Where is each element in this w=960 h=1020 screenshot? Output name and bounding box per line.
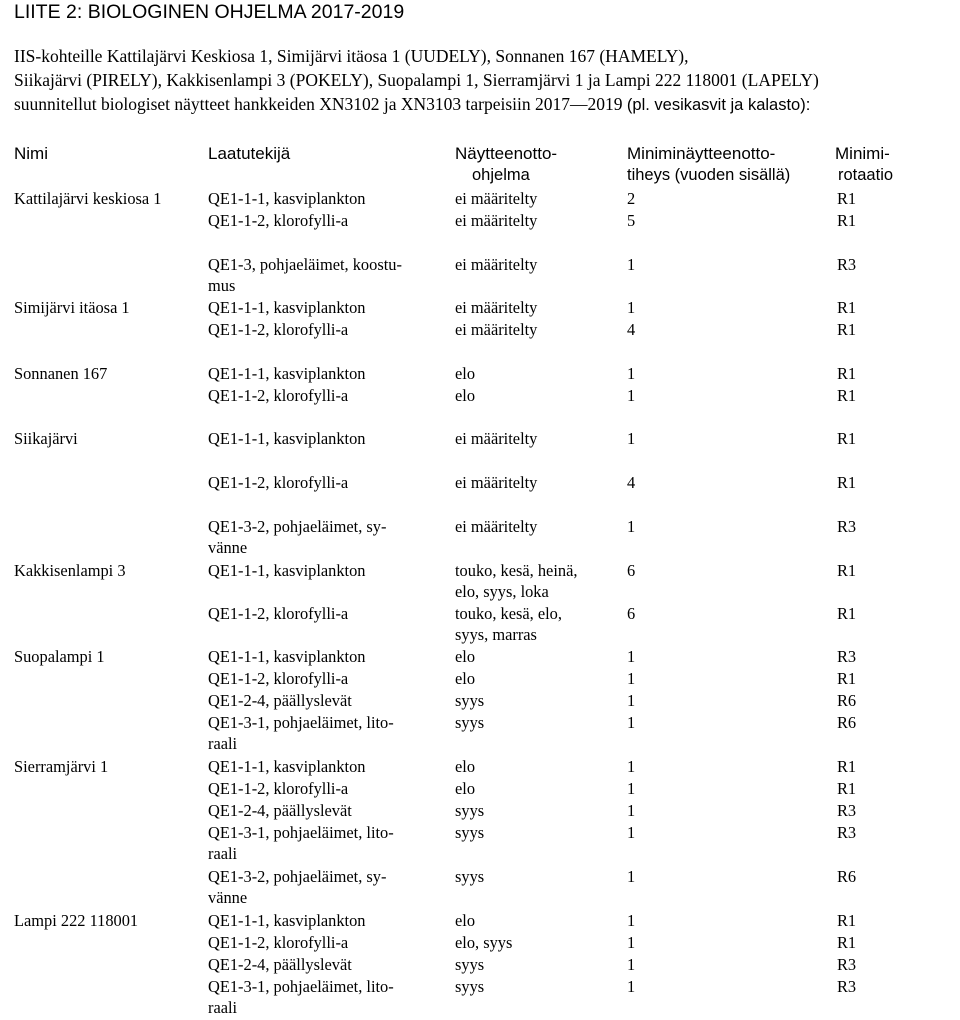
quality-element-line: QE1-3-2, pohjaeläimet, sy- (208, 517, 387, 536)
sampling-program-line: ei määritelty (455, 429, 538, 448)
quality-element (208, 472, 348, 493)
sampling-program-line: ei määritelty (455, 211, 538, 230)
quality-element-line: QE1-1-1, kasviplankton (208, 364, 366, 383)
sampling-frequency: 1 (627, 801, 636, 820)
quality-element-line: QE1-3-1, pohjaeläimet, lito- (208, 977, 394, 996)
quality-element-line: QE1-1-1, kasviplankton (208, 757, 366, 776)
sampling-frequency: 4 (627, 320, 636, 339)
sampling-program (455, 910, 475, 931)
quality-element-line: QE1-2-4, päällyslevät (208, 955, 352, 974)
sampling-program (455, 668, 475, 689)
quality-element-line: QE1-1-1, kasviplankton (208, 647, 366, 666)
lake-name: Sonnanen 167 (14, 364, 108, 383)
lake-name: Lampi 222 118001 (14, 911, 139, 930)
quality-element (208, 210, 348, 231)
quality-element-line: QE1-1-2, klorofylli-a (208, 211, 349, 230)
sampling-program-line: elo (455, 779, 476, 798)
sampling-frequency: 6 (627, 561, 636, 580)
sampling-program (455, 516, 537, 537)
sampling-program-line: elo (455, 647, 476, 666)
sampling-program-line: syys (455, 801, 485, 820)
rotation: R6 (837, 691, 857, 710)
intro-line: Siikajärvi (PIRELY), Kakkisenlampi 3 (POKELY), Suopalampi 1, Sierramjärvi 1 ja Lampi 222 118001 (LAPELY) (14, 70, 819, 90)
sampling-frequency: 1 (627, 691, 636, 710)
quality-element-line: vänne (208, 538, 248, 557)
quality-element-line: QE1-1-1, kasviplankton (208, 429, 366, 448)
sampling-frequency: 1 (627, 255, 636, 274)
quality-element-line: QE1-1-1, kasviplankton (208, 298, 366, 317)
sampling-frequency: 1 (627, 298, 636, 317)
quality-element (208, 976, 394, 1018)
quality-element-line: QE1-1-1, kasviplankton (208, 189, 366, 208)
quality-element-line: QE1-1-2, klorofylli-a (208, 669, 349, 688)
rotation: R3 (837, 255, 857, 274)
lake-name: Suopalampi 1 (14, 647, 105, 666)
quality-element-line: QE1-1-2, klorofylli-a (208, 933, 349, 952)
header-program-line1: Näytteenotto- (455, 144, 558, 163)
rotation: R6 (837, 867, 857, 886)
quality-element (208, 756, 366, 777)
sampling-program (455, 976, 484, 997)
quality-element (208, 560, 366, 581)
quality-element-line: QE1-3-1, pohjaeläimet, lito- (208, 823, 394, 842)
lake-name: Siikajärvi (14, 429, 78, 448)
quality-element-line: raali (208, 998, 238, 1017)
sampling-program-line: ei määritelty (455, 473, 538, 492)
sampling-program (455, 319, 537, 340)
sampling-frequency: 1 (627, 386, 636, 405)
header-rotation-line2: rotaatio (838, 166, 894, 184)
rotation: R3 (837, 517, 857, 536)
intro-line (14, 92, 960, 116)
sampling-program (455, 712, 484, 733)
rotation: R6 (837, 713, 857, 732)
sampling-frequency: 6 (627, 604, 636, 623)
intro-paragraph (14, 44, 960, 116)
rotation: R1 (837, 298, 857, 317)
sampling-program-line: elo (455, 386, 476, 405)
sampling-frequency: 1 (627, 517, 636, 536)
rotation: R1 (837, 757, 857, 776)
sampling-frequency: 1 (627, 429, 636, 448)
rotation: R1 (837, 604, 857, 623)
lake-name: Kattilajärvi keskiosa 1 (14, 189, 162, 208)
quality-element (208, 866, 386, 908)
quality-element-line: raali (208, 844, 238, 863)
sampling-frequency: 1 (627, 713, 636, 732)
rotation: R1 (837, 429, 857, 448)
quality-element-line: QE1-2-4, päällyslevät (208, 691, 352, 710)
quality-element-line: QE1-3-1, pohjaeläimet, lito- (208, 713, 394, 732)
quality-element-line: QE1-3, pohjaeläimet, koostu- (208, 255, 402, 274)
rotation: R1 (837, 473, 857, 492)
rotation: R1 (837, 189, 857, 208)
sampling-program (455, 603, 562, 645)
sampling-program-line: syys (455, 713, 485, 732)
sampling-program (455, 210, 537, 231)
sampling-program (455, 297, 537, 318)
rotation: R1 (837, 364, 857, 383)
lake-name: Sierramjärvi 1 (14, 757, 109, 776)
sampling-program (455, 756, 475, 777)
sampling-frequency: 2 (627, 189, 636, 208)
quality-element (208, 668, 348, 689)
sampling-program-line: syys (455, 867, 485, 886)
quality-element (208, 954, 352, 975)
rotation: R1 (837, 386, 857, 405)
sampling-program-line: syys (455, 823, 485, 842)
quality-element-line: QE1-1-1, kasviplankton (208, 911, 366, 930)
rotation: R3 (837, 823, 857, 842)
quality-element (208, 646, 366, 667)
sampling-frequency: 4 (627, 473, 636, 492)
quality-element (208, 297, 366, 318)
quality-element-line: QE1-1-2, klorofylli-a (208, 320, 349, 339)
sampling-program (455, 800, 484, 821)
sampling-program (455, 254, 537, 275)
sampling-program-line: elo (455, 757, 476, 776)
quality-element (208, 319, 348, 340)
sampling-program (455, 472, 537, 493)
lake-name: Kakkisenlampi 3 (14, 561, 126, 580)
sampling-program-line: syys (455, 977, 485, 996)
rotation: R3 (837, 977, 857, 996)
sampling-program-line: elo (455, 669, 476, 688)
quality-element (208, 603, 348, 624)
sampling-program-line: ei määritelty (455, 189, 538, 208)
header-name: Nimi (14, 144, 48, 163)
quality-element (208, 690, 352, 711)
rotation: R3 (837, 801, 857, 820)
sampling-frequency: 1 (627, 647, 636, 666)
quality-element-line: vänne (208, 888, 248, 907)
sampling-frequency: 1 (627, 823, 636, 842)
rotation: R1 (837, 933, 857, 952)
lake-name: Simijärvi itäosa 1 (14, 298, 130, 317)
sampling-program-line: syys (455, 955, 485, 974)
rotation: R1 (837, 211, 857, 230)
quality-element (208, 822, 394, 864)
sampling-frequency: 5 (627, 211, 636, 230)
sampling-frequency: 1 (627, 757, 636, 776)
sampling-program (455, 560, 577, 602)
sampling-program (455, 954, 484, 975)
header-program-line2: ohjelma (472, 166, 530, 184)
quality-element (208, 188, 366, 209)
sampling-frequency: 1 (627, 364, 636, 383)
sampling-program-line: elo (455, 911, 476, 930)
intro-line: IIS-kohteille Kattilajärvi Keskiosa 1, Simijärvi itäosa 1 (UUDELY), Sonnanen 167 (HAMELY), (14, 46, 689, 66)
sampling-frequency: 1 (627, 779, 636, 798)
sampling-program-line: syys (455, 691, 485, 710)
quality-element-line: QE1-3-2, pohjaeläimet, sy- (208, 867, 387, 886)
quality-element-line: mus (208, 276, 236, 295)
quality-element-line: QE1-1-2, klorofylli-a (208, 386, 349, 405)
intro-line-part: suunnitellut biologiset näytteet hankkeiden XN3102 ja XN3103 tarpeisiin 2017—2019 (14, 94, 623, 114)
quality-element (208, 363, 366, 384)
quality-element (208, 254, 402, 296)
quality-element-line: QE1-1-2, klorofylli-a (208, 604, 349, 623)
sampling-frequency: 1 (627, 977, 636, 996)
sampling-program (455, 385, 475, 406)
sampling-program (455, 646, 475, 667)
sampling-program-line: ei määritelty (455, 298, 538, 317)
sampling-program-line: elo, syys (455, 933, 513, 952)
rotation: R3 (837, 647, 857, 666)
sampling-frequency: 1 (627, 669, 636, 688)
rotation: R3 (837, 955, 857, 974)
sampling-program (455, 822, 484, 843)
sampling-program-line: ei määritelty (455, 255, 538, 274)
quality-element (208, 516, 386, 558)
sampling-program (455, 778, 475, 799)
quality-element (208, 932, 348, 953)
quality-element (208, 778, 348, 799)
quality-element (208, 385, 348, 406)
sampling-frequency: 1 (627, 911, 636, 930)
quality-element (208, 428, 366, 449)
sampling-program-line: ei määritelty (455, 320, 538, 339)
rotation: R1 (837, 911, 857, 930)
quality-element-line: raali (208, 734, 238, 753)
rotation: R1 (837, 561, 857, 580)
header-rotation-line1: Minimi- (835, 144, 890, 163)
page-title: LIITE 2: BIOLOGINEN OHJELMA 2017-2019 (14, 1, 405, 23)
sampling-program (455, 363, 475, 384)
sampling-frequency: 1 (627, 867, 636, 886)
sampling-program-line: ei määritelty (455, 517, 538, 536)
header-frequency-line1: Miniminäytteenotto- (627, 144, 776, 163)
sampling-program (455, 428, 537, 449)
quality-element (208, 712, 394, 754)
sampling-program (455, 866, 484, 887)
sampling-program-line: touko, kesä, elo, (455, 604, 562, 623)
quality-element-line: QE1-1-2, klorofylli-a (208, 473, 349, 492)
sampling-frequency: 1 (627, 955, 636, 974)
sampling-program (455, 188, 537, 209)
rotation: R1 (837, 779, 857, 798)
quality-element (208, 800, 352, 821)
header-frequency-line2: tiheys (vuoden sisällä) (627, 166, 791, 184)
sampling-program (455, 932, 512, 953)
sampling-program-line: elo, syys, loka (455, 582, 549, 601)
quality-element-line: QE1-2-4, päällyslevät (208, 801, 352, 820)
sampling-frequency: 1 (627, 933, 636, 952)
sampling-program-line: elo (455, 364, 476, 383)
quality-element-line: QE1-1-1, kasviplankton (208, 561, 366, 580)
sampling-program-line: touko, kesä, heinä, (455, 561, 578, 580)
sampling-program (455, 690, 484, 711)
rotation: R1 (837, 669, 857, 688)
intro-line-part: (pl. vesikasvit ja kalasto): (626, 96, 811, 114)
quality-element (208, 910, 366, 931)
rotation: R1 (837, 320, 857, 339)
quality-element-line: QE1-1-2, klorofylli-a (208, 779, 349, 798)
header-element: Laatutekijä (208, 144, 291, 163)
sampling-program-line: syys, marras (455, 625, 537, 644)
